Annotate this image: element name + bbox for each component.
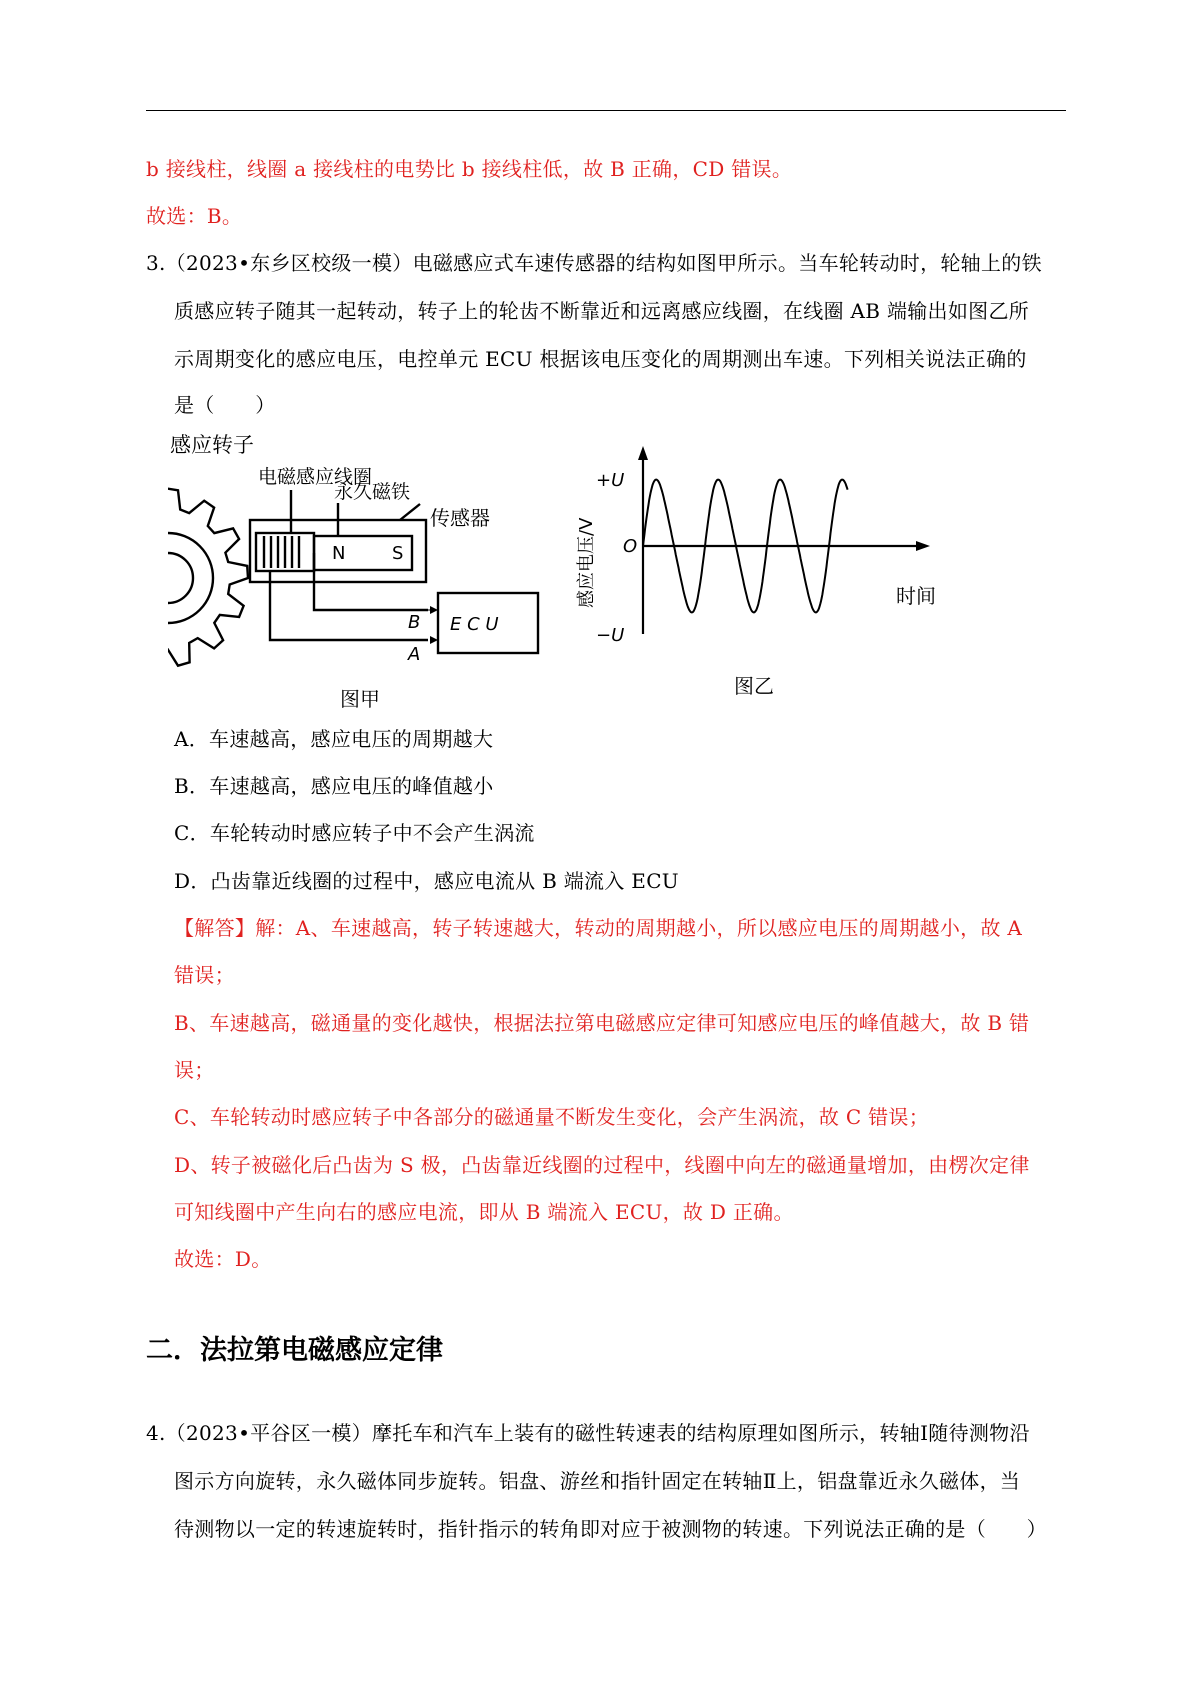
question-3-figures xyxy=(168,428,968,722)
terminal-b-label: B xyxy=(408,612,421,633)
option-a: A．车速越高，感应电压的周期越大 xyxy=(174,727,494,751)
solution-line: 误； xyxy=(174,1058,215,1082)
section-heading: 二．法拉第电磁感应定律 xyxy=(146,1335,443,1366)
option-b: B．车速越高，感应电压的峰值越小 xyxy=(174,774,494,798)
option-d: D．凸齿靠近线圈的过程中，感应电流从 B 端流入 ECU xyxy=(174,869,679,893)
solution-line: 错误； xyxy=(174,963,235,987)
question-3-stem: 3.（2023•东乡区校级一模）电磁感应式车速传感器的结构如图甲所示。当车轮转动时，轮轴上的铁 xyxy=(146,251,1042,275)
plus-u-label: +U xyxy=(596,470,625,491)
question-3-stem: 是（ ） xyxy=(174,393,276,417)
question-3-stem: 质感应转子随其一起转动，转子上的轮齿不断靠近和远离感应线圈，在线圈 AB 端输出如图乙所 xyxy=(174,299,1030,323)
solution-line: B、车速越高，磁通量的变化越快，根据法拉第电磁感应定律可知感应电压的峰值越大，故 B 错 xyxy=(174,1011,1030,1035)
wires xyxy=(270,553,538,653)
x-axis-label: 时间 xyxy=(896,584,936,608)
terminal-a-label: A xyxy=(408,644,421,665)
prev-answer-line: b 接线柱，线圈 a 接线柱的电势比 b 接线柱低，故 B 正确，CD 错误。 xyxy=(146,157,793,181)
coil-assembly xyxy=(250,490,426,582)
y-axis-label: 感应电压/V xyxy=(576,517,597,608)
south-pole-label: S xyxy=(392,543,404,564)
question-3-stem: 示周期变化的感应电压，电控单元 ECU 根据该电压变化的周期测出车速。下列相关说法正确的 xyxy=(174,347,1027,371)
coil-label: 电磁感应线圈 xyxy=(258,466,373,488)
question-4-stem: 待测物以一定的转速旋转时，指针指示的转角即对应于被测物的转速。下列说法正确的是（ ） xyxy=(174,1517,1047,1541)
rotor-label: 感应转子 xyxy=(170,433,254,457)
solution-line: 【解答】解：A、车速越高，转子转速越大，转动的周期越小，所以感应电压的周期越小，故 A xyxy=(174,916,1023,940)
figure-diagrams xyxy=(168,428,968,718)
figure-a-caption: 图甲 xyxy=(340,687,380,711)
magnet-label: 永久磁铁 xyxy=(334,481,411,503)
origin-label: O xyxy=(623,536,638,557)
north-pole-label: N xyxy=(332,543,346,564)
sensor-label: 传感器 xyxy=(430,506,490,530)
minus-u-label: −U xyxy=(596,625,625,646)
rotor-gear xyxy=(168,488,248,667)
solution-line: 可知线圈中产生向右的感应电流，即从 B 端流入 ECU，故 D 正确。 xyxy=(174,1200,794,1224)
solution-line: C、车轮转动时感应转子中各部分的磁通量不断发生变化，会产生涡流，故 C 错误； xyxy=(174,1105,930,1129)
figure-b xyxy=(638,446,930,634)
prev-answer-choice: 故选：B。 xyxy=(146,204,243,228)
question-4-stem: 图示方向旋转，永久磁体同步旋转。铝盘、游丝和指针固定在转轴Ⅱ上，铝盘靠近永久磁体，当 xyxy=(174,1469,1021,1493)
solution-line: D、转子被磁化后凸齿为 S 极，凸齿靠近线圈的过程中，线圈中向左的磁通量增加，由楞次定律 xyxy=(174,1153,1030,1177)
ecu-label: E C U xyxy=(450,614,499,635)
header-rule xyxy=(146,110,1066,111)
option-c: C．车轮转动时感应转子中不会产生涡流 xyxy=(174,821,535,845)
solution-choice: 故选：D。 xyxy=(174,1247,272,1271)
figure-b-caption: 图乙 xyxy=(734,674,774,698)
question-4-stem: 4.（2023•平谷区一模）摩托车和汽车上装有的磁性转速表的结构原理如图所示，转轴Ⅰ随待测物沿 xyxy=(146,1421,1030,1445)
